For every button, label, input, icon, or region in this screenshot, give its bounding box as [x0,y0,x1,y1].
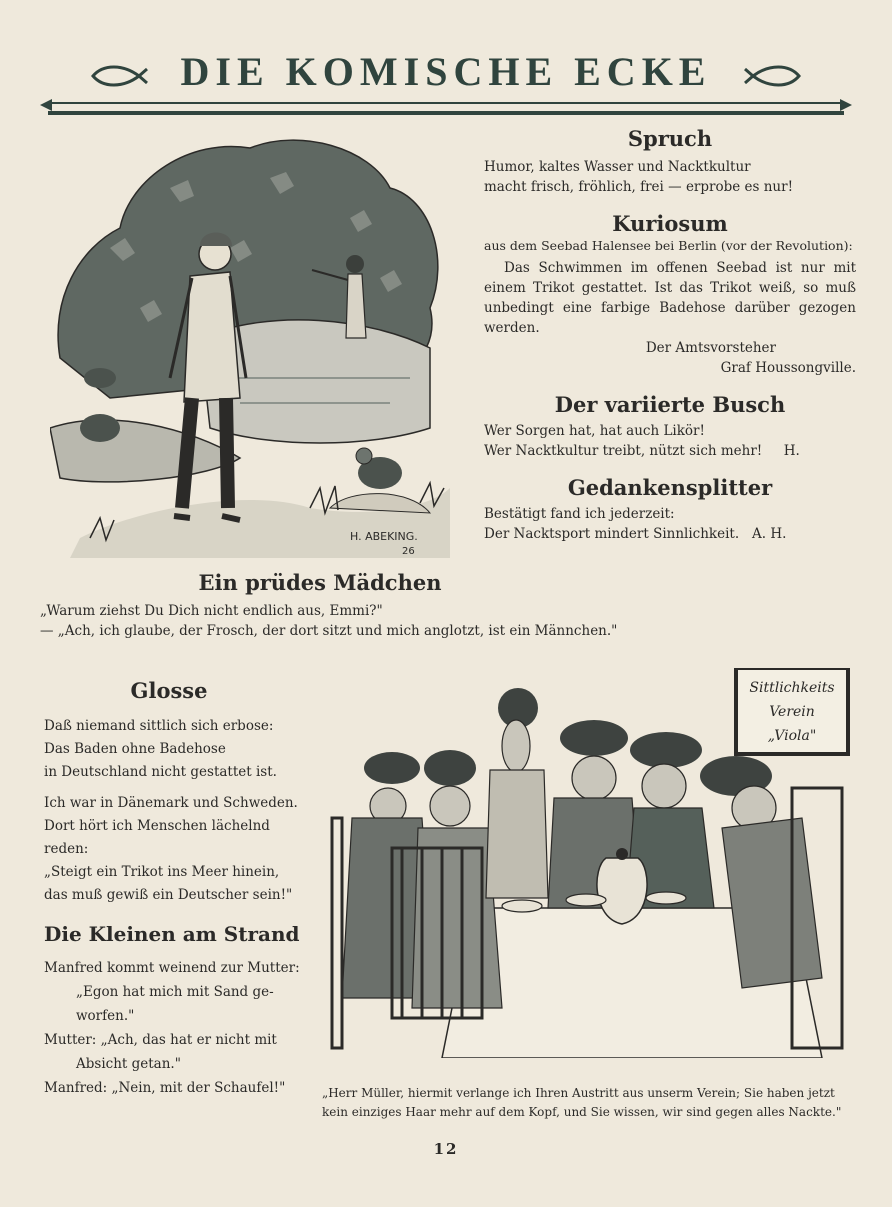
signature-abeking: H. ABEKING. [350,530,418,543]
page-title: DIE KOMISCHE ECKE [180,49,712,94]
splitter-author: A. H. [752,526,787,542]
busch-heading: Der variierte Busch [554,392,786,417]
sign-line-2: Verein [769,704,815,720]
glosse-line-5: Dort hört ich Menschen lächelnd reden: [44,818,270,857]
busch-line-1: Wer Sorgen hat, hat auch Likör! [484,423,705,439]
club-sign [736,668,848,754]
maedchen-heading: Ein prüdes Mädchen [198,570,442,595]
busch-author: H. [783,443,800,459]
kleinen-line-6: Manfred: „Nein, mit der Schaufel!" [44,1080,286,1096]
header-rule [48,102,844,115]
rule-arrow-right-icon [834,98,852,112]
page-title-row [40,48,852,95]
glosse-heading: Glosse [130,678,208,703]
kleinen-line-5: Absicht getan." [76,1056,181,1072]
page-header [40,48,852,118]
splitter-heading: Gedankensplitter [567,475,773,500]
maedchen-line-2: — „Ach, ich glaube, der Frosch, der dort sitzt und mich anglotzt, ist ein Männchen." [40,623,618,639]
illustration-pond [50,128,450,558]
maedchen-line-1: „Warum ziehst Du Dich nicht endlich aus, Emmi?" [40,603,383,619]
kleinen-line-4: Mutter: „Ach, das hat er nicht mit [44,1032,277,1048]
section-gedankensplitter [484,475,856,544]
kuriosum-subtitle: aus dem Seebad Halensee bei Berlin (vor der Revolution): [484,238,853,253]
sign-line-1: Sittlichkeits [749,680,835,696]
kuriosum-sign-1: Der Amtsvorsteher [645,340,776,356]
section-kleinen-am-strand [44,922,314,1100]
kleinen-line-3: worfen." [76,1008,135,1024]
glosse-line-1: Daß niemand sittlich sich erbose: [44,718,274,734]
teapot-icon [597,848,647,924]
splitter-line-2: Der Nacktsport mindert Sinnlichkeit. A. H. [484,526,787,542]
kuriosum-heading: Kuriosum [612,211,728,236]
fish-ornament-left-icon [89,65,149,87]
glosse-line-3: in Deutschland nicht gestattet ist. [44,764,277,780]
spruch-heading: Spruch [627,126,713,151]
glosse-line-2: Das Baden ohne Badehose [44,741,226,757]
section-glosse [44,678,314,907]
glosse-line-6: „Steigt ein Trikot ins Meer hinein, [44,864,280,880]
glosse-line-7: das muß gewiß ein Deutscher sein!" [44,887,293,903]
page-number: 12 [433,1140,459,1158]
section-pruedes-maedchen [40,570,840,641]
rule-arrow-left-icon [40,98,58,112]
right-column [484,126,856,558]
spruch-line-1: Humor, kaltes Wasser und Nacktkultur [484,159,751,175]
glosse-line-4: Ich war in Dänemark und Schweden. [44,795,298,811]
kuriosum-sign-2: Graf Houssongville. [720,360,856,376]
cartoon-caption: „Herr Müller, hiermit verlange ich Ihren Austritt aus unserm Verein; Sie haben jetzt kein einziges Haar mehr auf dem Kopf, und Sie wissen, wir sind gegen alles Nackte." [322,1086,842,1119]
frog-icon [330,448,430,513]
sign-line-3: „Viola" [767,728,817,744]
kuriosum-body: Das Schwimmen im offenen Seebad ist nur mit einem Trikot gestattet. Ist das Trikot weiß, so muß unbedingt eine farbige Badehose darüber gezogen werden. [484,260,856,336]
fish-ornament-right-icon [743,65,803,87]
section-busch [484,392,856,461]
busch-line-2: Wer Nacktkultur treibt, nützt sich mehr! H. [484,443,800,459]
spruch-line-2: macht frisch, fröhlich, frei — erprobe es nur! [484,179,794,195]
section-spruch [484,126,856,197]
splitter-line-1: Bestätigt fand ich jederzeit: [484,506,675,522]
illustration-club-table [322,668,852,1058]
kleinen-heading: Die Kleinen am Strand [44,922,300,946]
signature-year: 26 [402,546,415,557]
kleinen-line-1: Manfred kommt weinend zur Mutter: [44,960,300,976]
section-kuriosum [484,211,856,378]
kleinen-line-2: „Egon hat mich mit Sand ge- [76,984,274,1000]
